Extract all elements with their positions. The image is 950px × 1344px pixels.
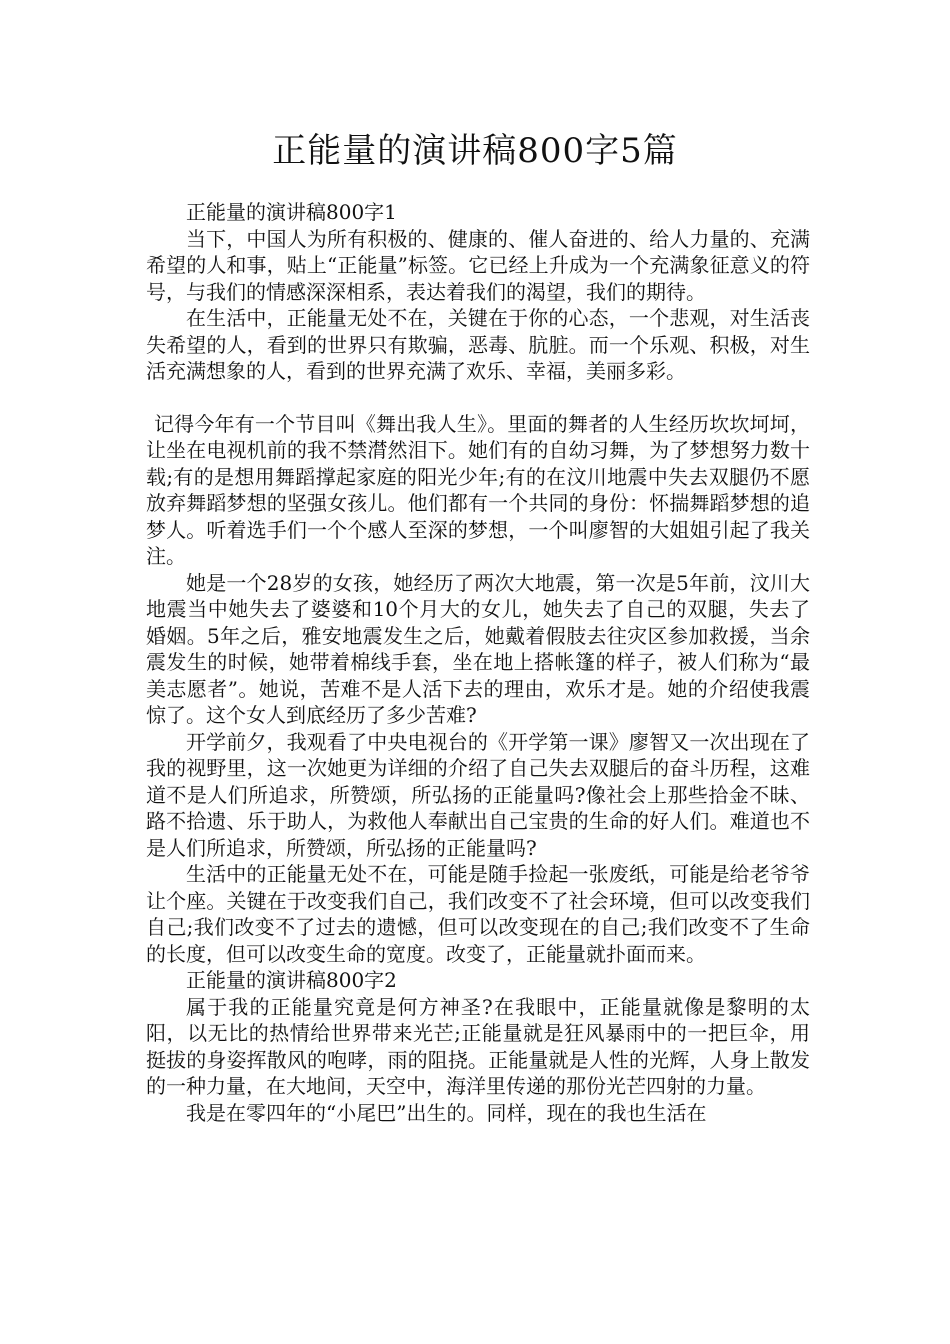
paragraph: 生活中的正能量无处不在，可能是随手捡起一张废纸，可能是给老爷爷让个座。关键在于改变我们自己，我们改变不了社会环境，但可以改变我们自己;我们改变不了过去的遗憾，但可以改变现在的自己;我们改变不了生命的长度，但可以改变生命的宽度。改变了，正能量就扑面而来。 xyxy=(146,862,810,966)
paragraph: 我是在零四年的“小尾巴”出生的。同样，现在的我也生活在 xyxy=(186,1100,707,1125)
paragraph: 属于我的正能量究竟是何方神圣?在我眼中，正能量就像是黎明的太阳，以无比的热情给世界带来光芒;正能量就是狂风暴雨中的一把巨伞，用挺拔的身姿挥散风的咆哮，雨的阻挠。正能量就是人性的光辉，人身上散发的一种力量，在大地间，天空中，海洋里传递的那份光芒四射的力量。 xyxy=(146,994,810,1098)
document-body xyxy=(146,199,810,1126)
document-title: 正能量的演讲稿800字5篇 xyxy=(272,131,678,171)
section-heading-2: 正能量的演讲稿800字2 xyxy=(186,968,397,992)
paragraph: 她是一个28岁的女孩，她经历了两次大地震，第一次是5年前，汶川大地震当中她失去了婆婆和10个月大的女儿，她失去了自己的双腿，失去了婚姻。5年之后，雅安地震发生之后，她戴着假肢去往灾区参加救援，当余震发生的时候，她带着棉线手套，坐在地上搭帐篷的样子，被人们称为“最美志愿者”。她说，苦难不是人活下去的理由，欢乐才是。她的介绍使我震惊了。这个女人到底经历了多少苦难? xyxy=(146,570,810,727)
paragraph: 在生活中，正能量无处不在，关键在于你的心态，一个悲观，对生活丧失希望的人，看到的世界只有欺骗，恶毒、肮脏。而一个乐观、积极，对生活充满想象的人，看到的世界充满了欢乐、幸福，美丽多彩。 xyxy=(146,306,810,383)
blank-line xyxy=(146,385,810,411)
paragraph: 记得今年有一个节目叫《舞出我人生》。里面的舞者的人生经历坎坎坷坷，让坐在电视机前的我不禁潸然泪下。她们有的自幼习舞，为了梦想努力数十载;有的是想用舞蹈撑起家庭的阳光少年;有的在汶川地震中失去双腿仍不愿放弃舞蹈梦想的坚强女孩儿。他们都有一个共同的身份：怀揣舞蹈梦想的追梦人。听着选手们一个个感人至深的梦想，一个叫廖智的大姐姐引起了我关注。 xyxy=(146,411,810,568)
section-heading-1: 正能量的演讲稿800字1 xyxy=(186,200,397,224)
paragraph: 开学前夕，我观看了中央电视台的《开学第一课》廖智又一次出现在了我的视野里，这一次她更为详细的介绍了自己失去双腿后的奋斗历程，这难道不是人们所追求，所赞颂，所弘扬的正能量吗?像社会上那些拾金不昧、路不拾遗、乐于助人，为救他人奉献出自己宝贵的生命的好人们。难道也不是人们所追求，所赞颂，所弘扬的正能量吗? xyxy=(146,729,810,860)
paragraph: 当下，中国人为所有积极的、健康的、催人奋进的、给人力量的、充满希望的人和事，贴上“正能量”标签。它已经上升成为一个充满象征意义的符号，与我们的情感深深相系，表达着我们的渴望，我们的期待。 xyxy=(146,226,810,304)
